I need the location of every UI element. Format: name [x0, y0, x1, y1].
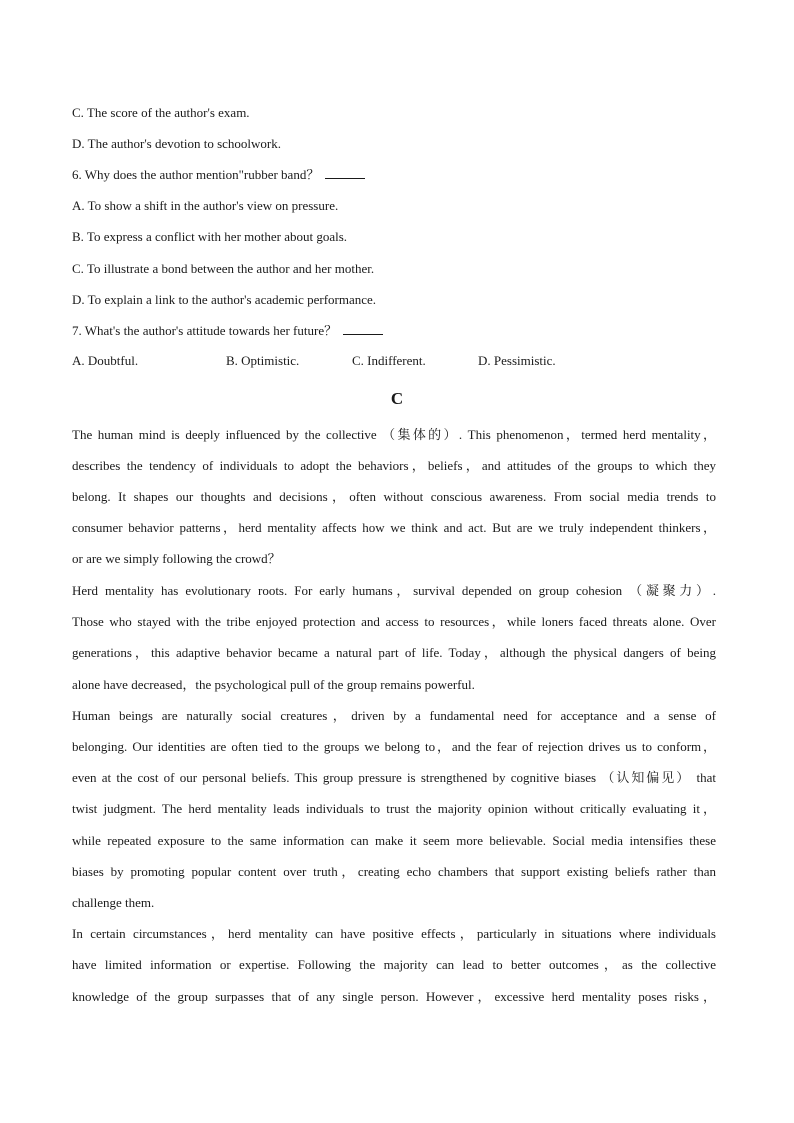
q7-option-a: A. Doubtful.	[72, 353, 139, 368]
q7-option-b: B. Optimistic.	[226, 353, 300, 368]
passage-p3-line: challenge them.	[72, 895, 155, 910]
passage-p1-line: The human mind is deeply influenced by the collective （集体的）. This phenomenon，termed herd mentality，	[72, 427, 716, 442]
passage-p3-line: belonging. Our identities are often tied to the groups we belong to，and the fear of rejection drives us to conform，	[72, 739, 716, 754]
passage-p4-line: knowledge of the group surpasses that of any single person. However，excessive herd mentality poses risks，	[72, 989, 716, 1004]
passage-p1-line: or are we simply following the crowd？	[72, 551, 281, 566]
q7-options	[72, 352, 632, 370]
q5-option-d: D. The author's devotion to schoolwork.	[72, 136, 281, 151]
q7-stem-line	[72, 322, 383, 340]
passage-p1-line: describes the tendency of individuals to adopt the behaviors，beliefs，and attitudes of the groups to which they	[72, 458, 716, 473]
q6-stem: 6. Why does the author mention"rubber band？	[72, 167, 320, 182]
passage-p1-line: consumer behavior patterns，herd mentality affects how we think and act. But are we truly independent thinkers，	[72, 520, 716, 535]
q7-stem: 7. What's the author's attitude towards her future？	[72, 323, 338, 338]
q7-option-d: D. Pessimistic.	[478, 353, 556, 368]
q6-stem-line	[72, 166, 365, 184]
q6-option-a: A. To show a shift in the author's view on pressure.	[72, 198, 339, 213]
passage-p2-line: Those who stayed with the tribe enjoyed protection and access to resources，while loners faced threats alone. Over	[72, 614, 716, 629]
q6-answer-blank[interactable]	[325, 166, 365, 179]
passage-p4-line: In certain circumstances，herd mentality can have positive effects，particularly in situations where individuals	[72, 926, 716, 941]
q7-answer-blank[interactable]	[343, 322, 383, 335]
q6-option-b: B. To express a conflict with her mother about goals.	[72, 229, 348, 244]
passage-p2-line: alone have decreased，the psychological pull of the group remains powerful.	[72, 677, 475, 692]
passage-p4-line: have limited information or expertise. Following the majority can lead to better outcomes，as the collective	[72, 957, 716, 972]
q5-option-c: C. The score of the author's exam.	[72, 105, 250, 120]
section-heading: C	[390, 389, 404, 408]
passage-p1-line: belong. It shapes our thoughts and decisions，often without conscious awareness. From social media trends to	[72, 489, 716, 504]
q6-option-d: D. To explain a link to the author's academic performance.	[72, 292, 377, 307]
passage-p3-line: biases by promoting popular content over truth，creating echo chambers that support existing beliefs rather than	[72, 864, 716, 879]
passage-p2-line: generations，this adaptive behavior became a natural part of life. Today，although the physical dangers of being	[72, 645, 716, 660]
passage-p2-line: Herd mentality has evolutionary roots. For early humans，survival depended on group cohesion （凝聚力）.	[72, 583, 716, 598]
passage-p3-line: while repeated exposure to the same information can make it seem more believable. Social media intensifies these	[72, 833, 716, 848]
passage-p3-line: even at the cost of our personal beliefs. This group pressure is strengthened by cognitive biases （认知偏见） that	[72, 770, 716, 785]
passage-p3-line: Human beings are naturally social creatures，driven by a fundamental need for acceptance and a sense of	[72, 708, 716, 723]
q7-option-c: C. Indifferent.	[352, 353, 426, 368]
q6-option-c: C. To illustrate a bond between the author and her mother.	[72, 261, 375, 276]
passage-p3-line: twist judgment. The herd mentality leads individuals to trust the majority opinion without critically evaluating it，	[72, 801, 716, 816]
